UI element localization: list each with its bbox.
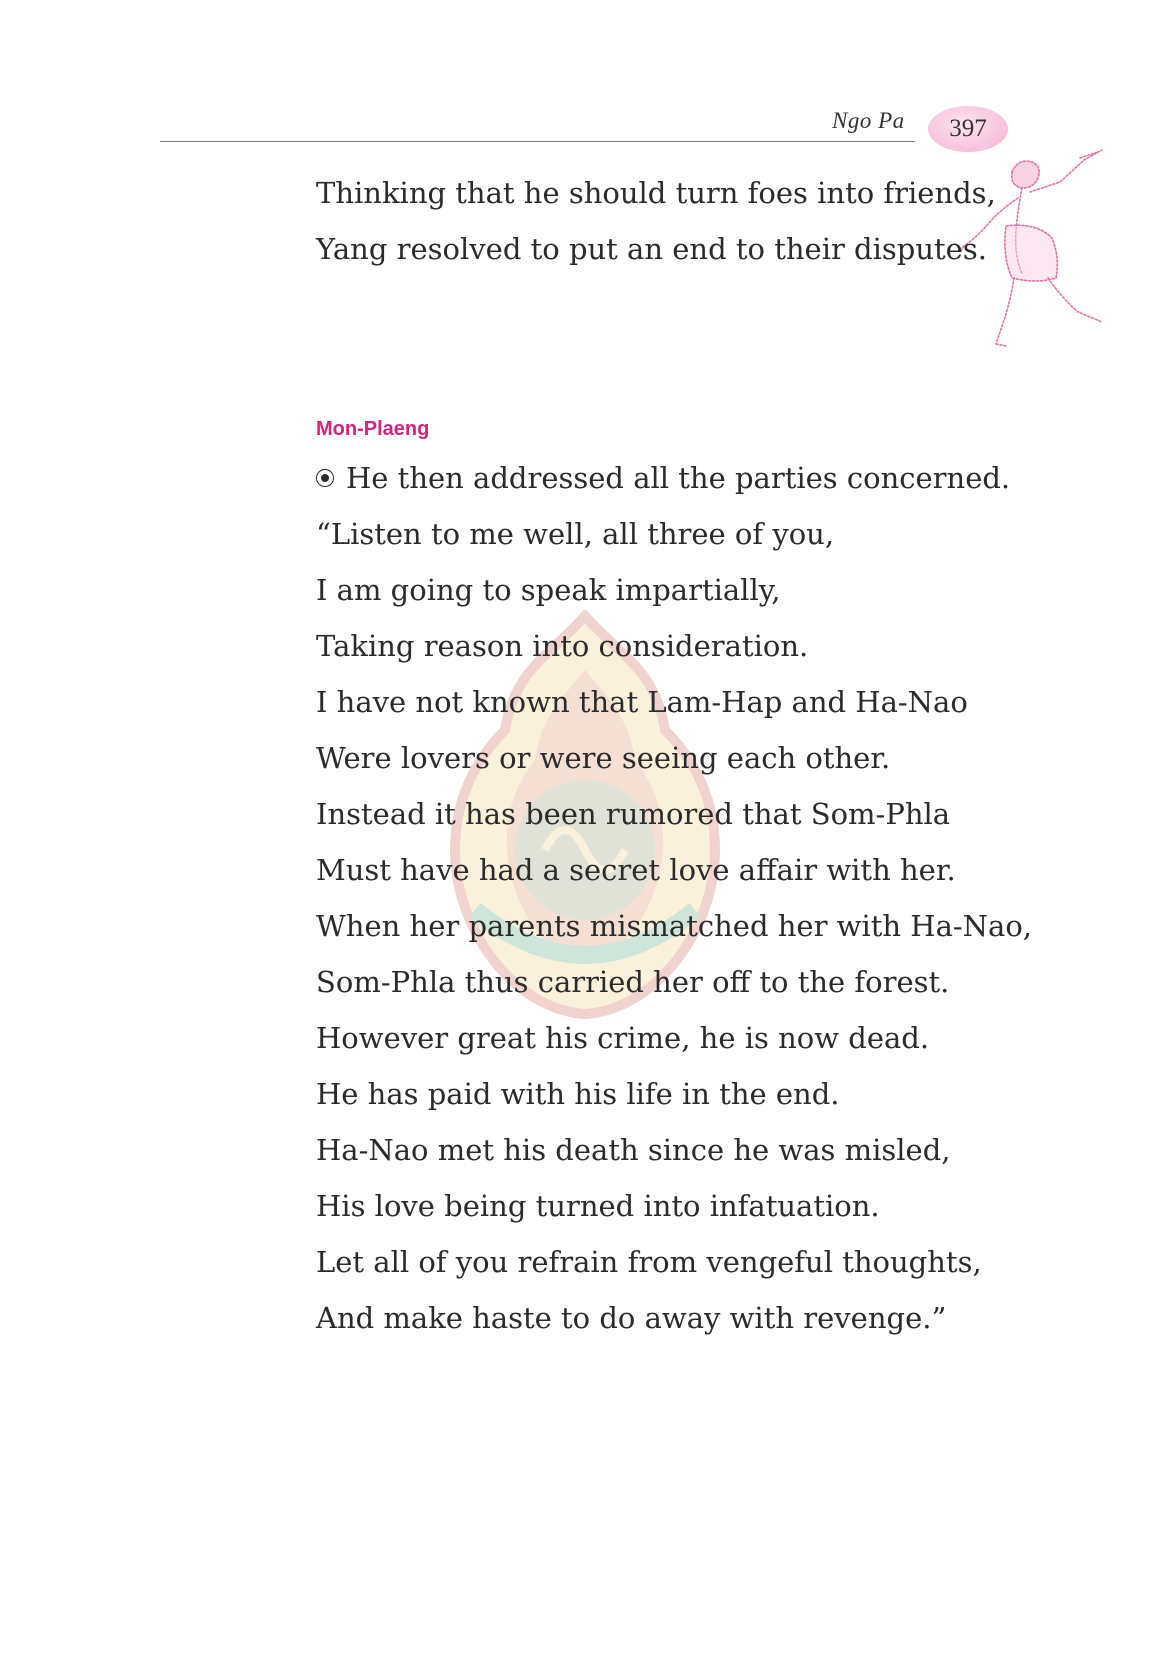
header-rule (160, 141, 915, 142)
verse-line: Were lovers or were seeing each other. (316, 741, 891, 775)
circle-bullet-icon (316, 469, 334, 487)
verse-line: Taking reason into consideration. (316, 629, 809, 663)
verse-line: Som-Phla thus carried her off to the forest. (316, 965, 950, 999)
verse-line: “Listen to me well, all three of you, (316, 517, 835, 551)
page-number: 397 (949, 115, 987, 142)
running-title: Ngo Pa (832, 108, 905, 133)
section-label: Mon-Plaeng (316, 418, 430, 440)
verse-line: His love being turned into infatuation. (316, 1189, 880, 1223)
verse-line: Instead it has been rumored that Som-Phla (316, 797, 951, 831)
top-verse (316, 165, 996, 277)
verse-line (316, 450, 1032, 506)
verse-line: When her parents mismatched her with Ha-Nao, (316, 909, 1033, 943)
verse-line: Must have had a secret love affair with her. (316, 853, 956, 887)
verse-line-text: He then addressed all the parties concerned. (346, 461, 1011, 495)
verse-line: I have not known that Lam-Hap and Ha-Nao (316, 685, 968, 719)
mon-plaeng-verse (316, 450, 1032, 1346)
verse-line: He has paid with his life in the end. (316, 1077, 840, 1111)
verse-line: Ha-Nao met his death since he was misled, (316, 1133, 951, 1167)
verse-line: Thinking that he should turn foes into friends, (316, 176, 996, 210)
verse-line: Let all of you refrain from vengeful thoughts, (316, 1245, 982, 1279)
verse-line: And make haste to do away with revenge.” (316, 1301, 947, 1335)
verse-line: However great his crime, he is now dead. (316, 1021, 930, 1055)
verse-line: I am going to speak impartially, (316, 573, 781, 607)
verse-line: Yang resolved to put an end to their disputes. (316, 232, 987, 266)
